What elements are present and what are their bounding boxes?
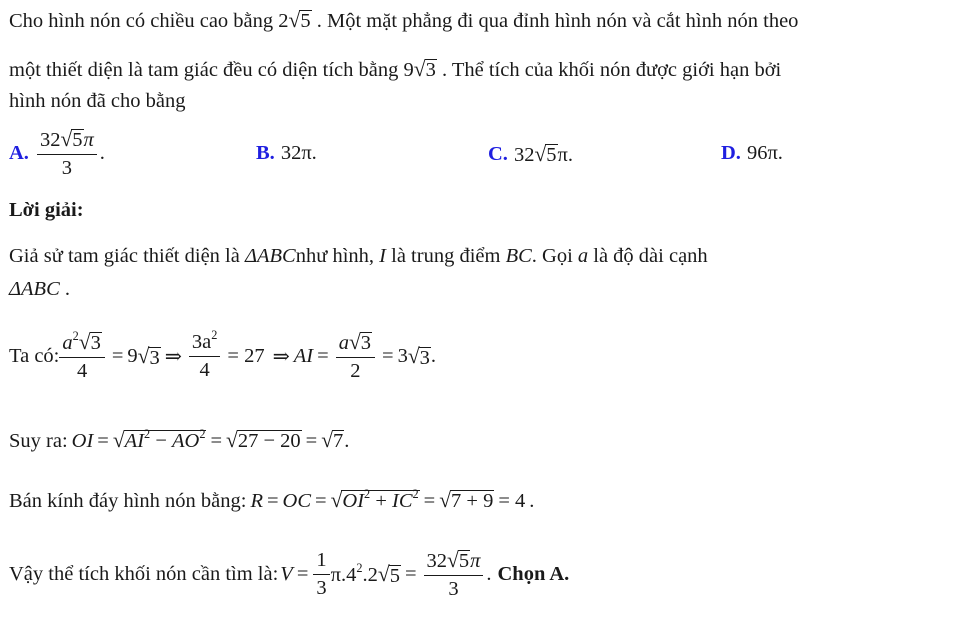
choice-c[interactable]: [488, 142, 573, 167]
area-expr: 9 √ 3: [403, 57, 436, 82]
solution-step-4: Vậy thể tích khối nón cần tìm là: V = $\frac{1}{3}$ $\pi.4^2.2$ √ 5 = 32 √ 5 π 3 . Chọn A.: [9, 548, 570, 600]
problem-line-2: [9, 57, 959, 82]
problem-text: . Thể tích của khối nón được giới hạn bởi: [436, 59, 782, 81]
choice-d[interactable]: [721, 142, 783, 165]
choice-letter: A.: [9, 142, 29, 165]
solution-intro-line-2: ΔABC .: [9, 278, 70, 300]
problem-text: . Một mặt phẳng đi qua đỉnh hình nón và cắt hình nón theo: [311, 10, 799, 32]
solution-step-3: Bán kính đáy hình nón bằng: R = OC = √ $OI^2 + IC^2$ = √ 7 + 9 = 4 .: [9, 487, 535, 513]
step-label: Vậy thể tích khối nón cần tìm là:: [9, 563, 279, 586]
solution-step-1: Ta có: $a^2$ √ 3 4 = 9 √ 3 ⇒ $\frac{3a^2}{4}$ = 27 ⇒ AI = a √ 3 2 = 3 √ 3 .: [9, 327, 437, 382]
choice-a[interactable]: A. 32 √ 5 π 3 .: [9, 127, 105, 179]
height-expr: 2 √ 5: [278, 8, 311, 33]
problem-line-3: hình nón đã cho bằng: [9, 90, 186, 112]
choice-b-value: 32π.: [280, 142, 317, 164]
answer-label: Chọn A.: [497, 563, 570, 586]
choice-letter: D.: [721, 142, 741, 164]
choice-c-value: 32 √ 5 π.: [513, 142, 573, 167]
step-label: Suy ra:: [9, 430, 68, 452]
problem-text: một thiết diện là tam giác đều có diện tích bằng: [9, 59, 404, 81]
solution-step-2: Suy ra: OI = √ $AI^2 - AO^2$ = √ 27 − 20 = √ 7 .: [9, 427, 350, 453]
solution-heading: Lời giải:: [9, 199, 84, 221]
step-label: Ta có:: [9, 345, 60, 368]
solution-intro-line-1: Giả sử tam giác thiết diện là ΔABCnhư hình, I là trung điểm BC. Gọi a là độ dài cạnh: [9, 245, 708, 267]
choice-d-value: 96π.: [746, 142, 783, 164]
problem-line-1: [9, 8, 959, 33]
choice-letter: C.: [488, 143, 508, 165]
step-label: Bán kính đáy hình nón bằng:: [9, 490, 247, 512]
choice-a-value: 32 √ 5 π 3: [37, 127, 97, 180]
choice-b[interactable]: [256, 142, 317, 165]
problem-text: Cho hình nón có chiều cao bằng: [9, 10, 279, 32]
choice-letter: B.: [256, 142, 275, 164]
